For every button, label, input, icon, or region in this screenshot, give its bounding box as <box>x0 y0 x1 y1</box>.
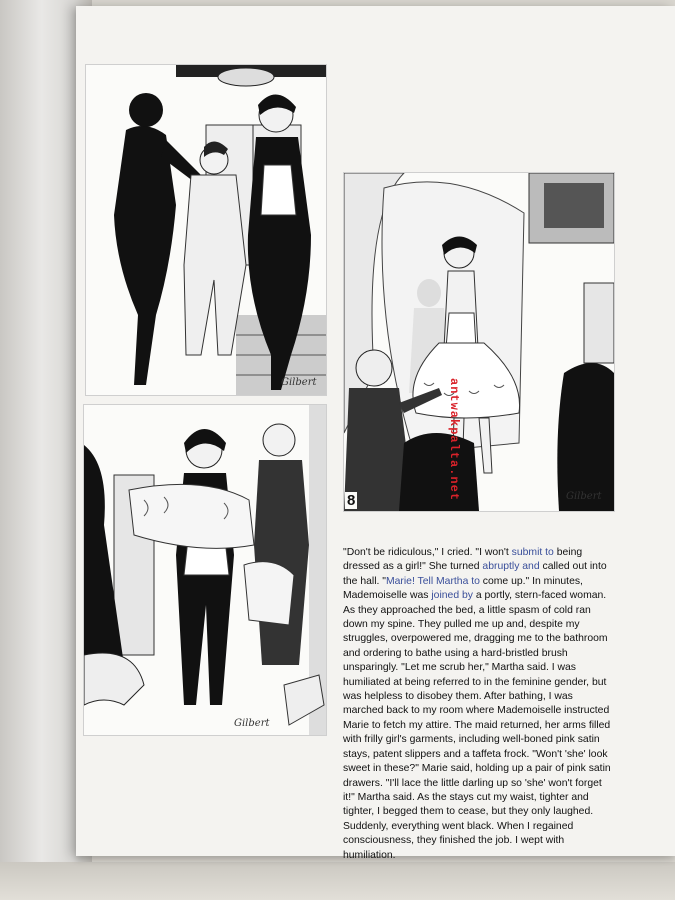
story-segment: a portly, stern-faced woman. As they approached the bed, a little spasm of cold ran down my spine. They pulled me up and, despite my struggles, overpowered me, dragging me to the bathroom and ordering to bathe using a hard-bristled brush unsparingly. "Let me scrub her," Martha said. I was humiliated at being referred to in the feminine gender, but was helpless to disobey them. After bathing, I was marched back to my room where Mademoiselle instructed Marie to fetch my attire. The maid returned, her arms filled with frilly girl's garments, including well-boned pink satin stays, patent slippers and a taffeta frock. "Won't 'she' look sweet in these?" Marie said, holding up a pair of pink satin drawers. "I'll lace the little darling up so 'she' won't forget it!" Martha said. As the stays cut my waist, tighter and tighter, I begged them to cease, but they only laughed. Suddenly, everything went black. When I regained consciousness, they finished the job. I wept with humiliation. <box>343 590 611 861</box>
story-segment: come up." In minutes, Mademoiselle was <box>343 575 583 602</box>
story-highlight-segment: submit to <box>511 547 554 558</box>
story-segment: "Don't be ridiculous," I cried. "I won't <box>343 547 512 558</box>
illustration-mirror-art <box>344 173 614 511</box>
watermark: antwakpalta.net <box>447 378 461 502</box>
artist-signature: Gilbert <box>234 718 270 729</box>
story-text <box>343 546 613 863</box>
artist-signature: Gilbert <box>281 377 317 388</box>
table-surface <box>0 862 675 900</box>
illustration-garments-art <box>84 405 326 735</box>
story-highlight-segment: Marie! Tell Martha to <box>385 575 480 587</box>
story-segment: called out into the hall. " <box>343 561 607 587</box>
story-highlight-segment: joined by <box>431 590 473 602</box>
illustration-hallway-art <box>86 65 326 395</box>
story-segment: being dressed as a girl!" She turned <box>343 547 583 573</box>
illustration-mirror-petticoat <box>343 172 615 512</box>
illustration-maid-with-garments <box>83 404 327 736</box>
illustration-hallway-struggle <box>85 64 327 396</box>
story-highlight-segment: abruptly and <box>482 561 540 573</box>
magazine-page <box>76 6 675 861</box>
figure-number: 8 <box>347 492 356 509</box>
artist-signature: Gilbert <box>566 491 602 502</box>
